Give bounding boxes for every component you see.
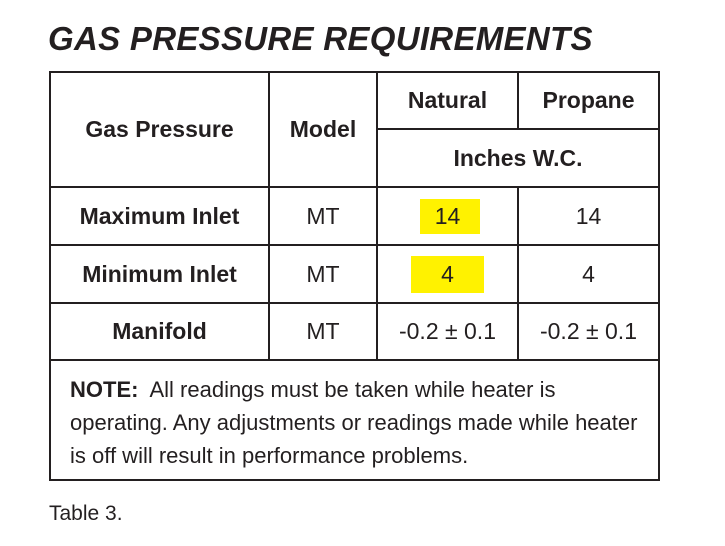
- header-propane: Propane: [542, 87, 635, 113]
- row-label: Manifold: [112, 318, 207, 344]
- row-propane-value: -0.2 ± 0.1: [539, 318, 637, 344]
- note-text: All readings must be taken while heater is operating. Any adjustments or readings made while heater is off will result in performance problems.: [70, 377, 638, 468]
- header-natural: Natural: [407, 87, 488, 113]
- row-propane-value: 4: [582, 260, 595, 287]
- note-label: NOTE:: [70, 377, 139, 402]
- row-natural-value: 14: [434, 202, 461, 229]
- row-model: MT: [306, 202, 340, 229]
- table-note: [70, 373, 650, 472]
- row-model: MT: [306, 318, 340, 344]
- header-units: Inches W.C.: [453, 144, 583, 171]
- header-gas-pressure: Gas Pressure: [85, 116, 234, 142]
- row-natural-value: -0.2 ± 0.1: [398, 318, 496, 344]
- row-label: Maximum Inlet: [79, 202, 240, 229]
- row-propane-value: 14: [575, 202, 602, 229]
- table-divider: [49, 359, 660, 361]
- table-caption: Table 3.: [49, 502, 123, 525]
- row-label: Minimum Inlet: [82, 260, 237, 287]
- row-natural-value: 4: [441, 260, 454, 287]
- page-title: GAS PRESSURE REQUIREMENTS: [48, 20, 593, 57]
- row-model: MT: [306, 260, 340, 287]
- header-model: Model: [289, 116, 357, 142]
